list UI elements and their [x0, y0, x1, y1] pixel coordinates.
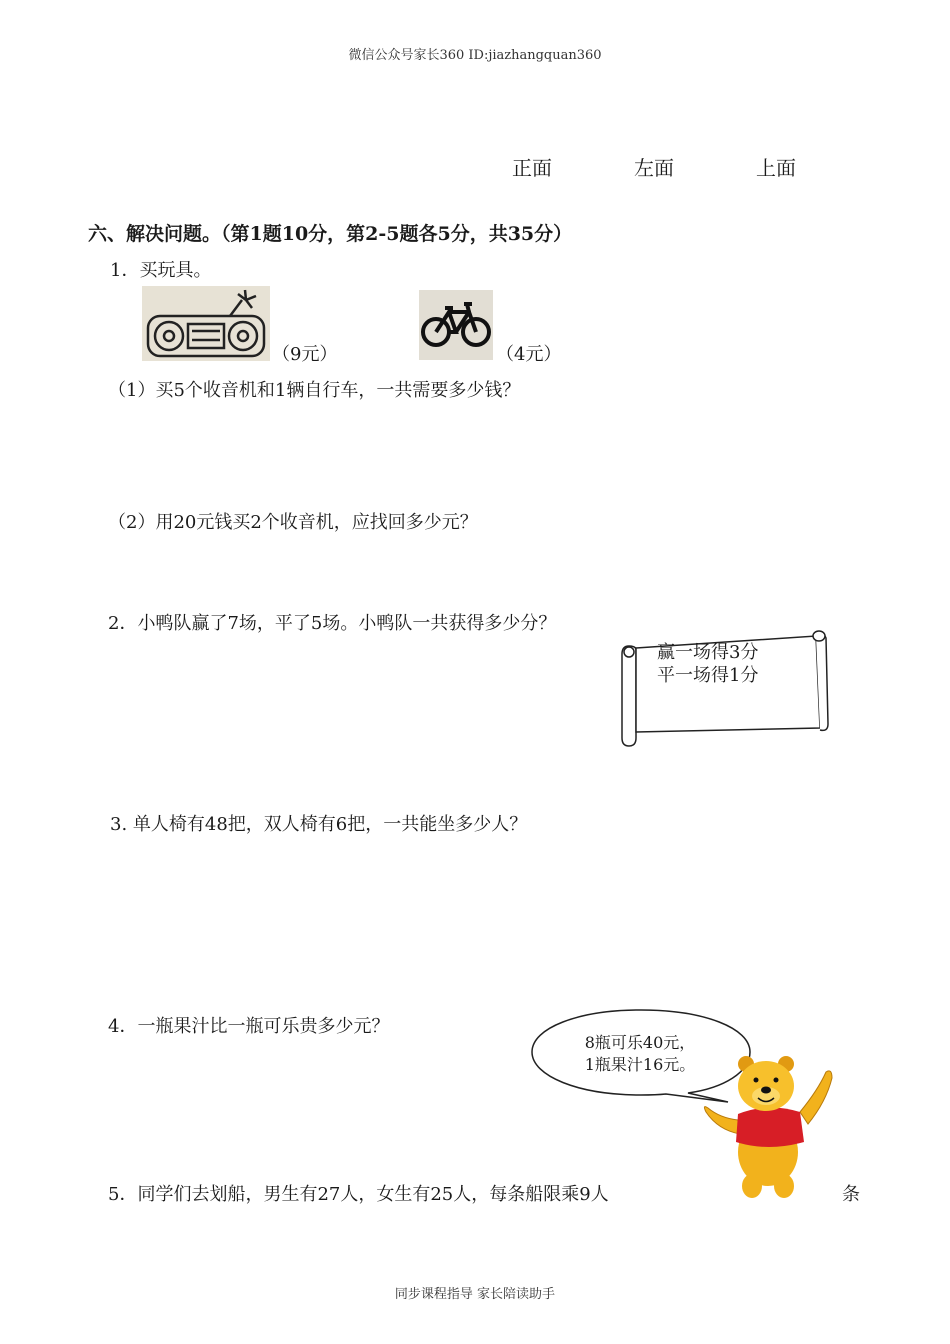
radio-image — [142, 286, 270, 361]
view-label-front: 正面 — [512, 156, 552, 180]
bubble-line-1: 8瓶可乐40元， — [584, 1033, 696, 1052]
section-title: 六、解决问题。（第1题10分，第2-5题各5分，共35分） — [88, 223, 573, 245]
view-label-left: 左面 — [634, 156, 674, 180]
scoring-rule-draw: 平一场得1分 — [657, 665, 759, 686]
question-5-text: 5．同学们去划船，男生有27人，女生有25人，每条船限乘9人 — [108, 1184, 609, 1205]
question-1-part-1: （1）买5个收音机和1辆自行车，一共需要多少钱？ — [108, 380, 521, 401]
question-2-text: 2．小鸭队赢了7场，平了5场。小鸭队一共获得多少分？ — [108, 613, 557, 634]
page-footer-note: 同步课程指导 家长陪读助手 — [394, 1287, 556, 1302]
question-1-title: 1．买玩具。 — [110, 260, 212, 281]
question-3-text: 3. 单人椅有48把，双人椅有6把，一共能坐多少人？ — [110, 814, 528, 835]
page-header-note: 微信公众号家长360 ID:jiazhangquan360 — [348, 48, 602, 63]
question-1-part-2: （2）用20元钱买2个收音机，应找回多少元？ — [108, 512, 478, 533]
bicycle-image — [419, 290, 493, 360]
question-4-text: 4．一瓶果汁比一瓶可乐贵多少元？ — [108, 1016, 390, 1037]
scoring-rule-win: 赢一场得3分 — [657, 642, 759, 663]
bear-illustration — [700, 1050, 840, 1200]
question-5-tail: 条 — [842, 1184, 860, 1205]
view-label-top: 上面 — [756, 156, 796, 180]
radio-price: （9元） — [272, 344, 338, 365]
bubble-line-2: 1瓶果汁16元。 — [584, 1055, 696, 1074]
bicycle-price: （4元） — [496, 344, 562, 365]
